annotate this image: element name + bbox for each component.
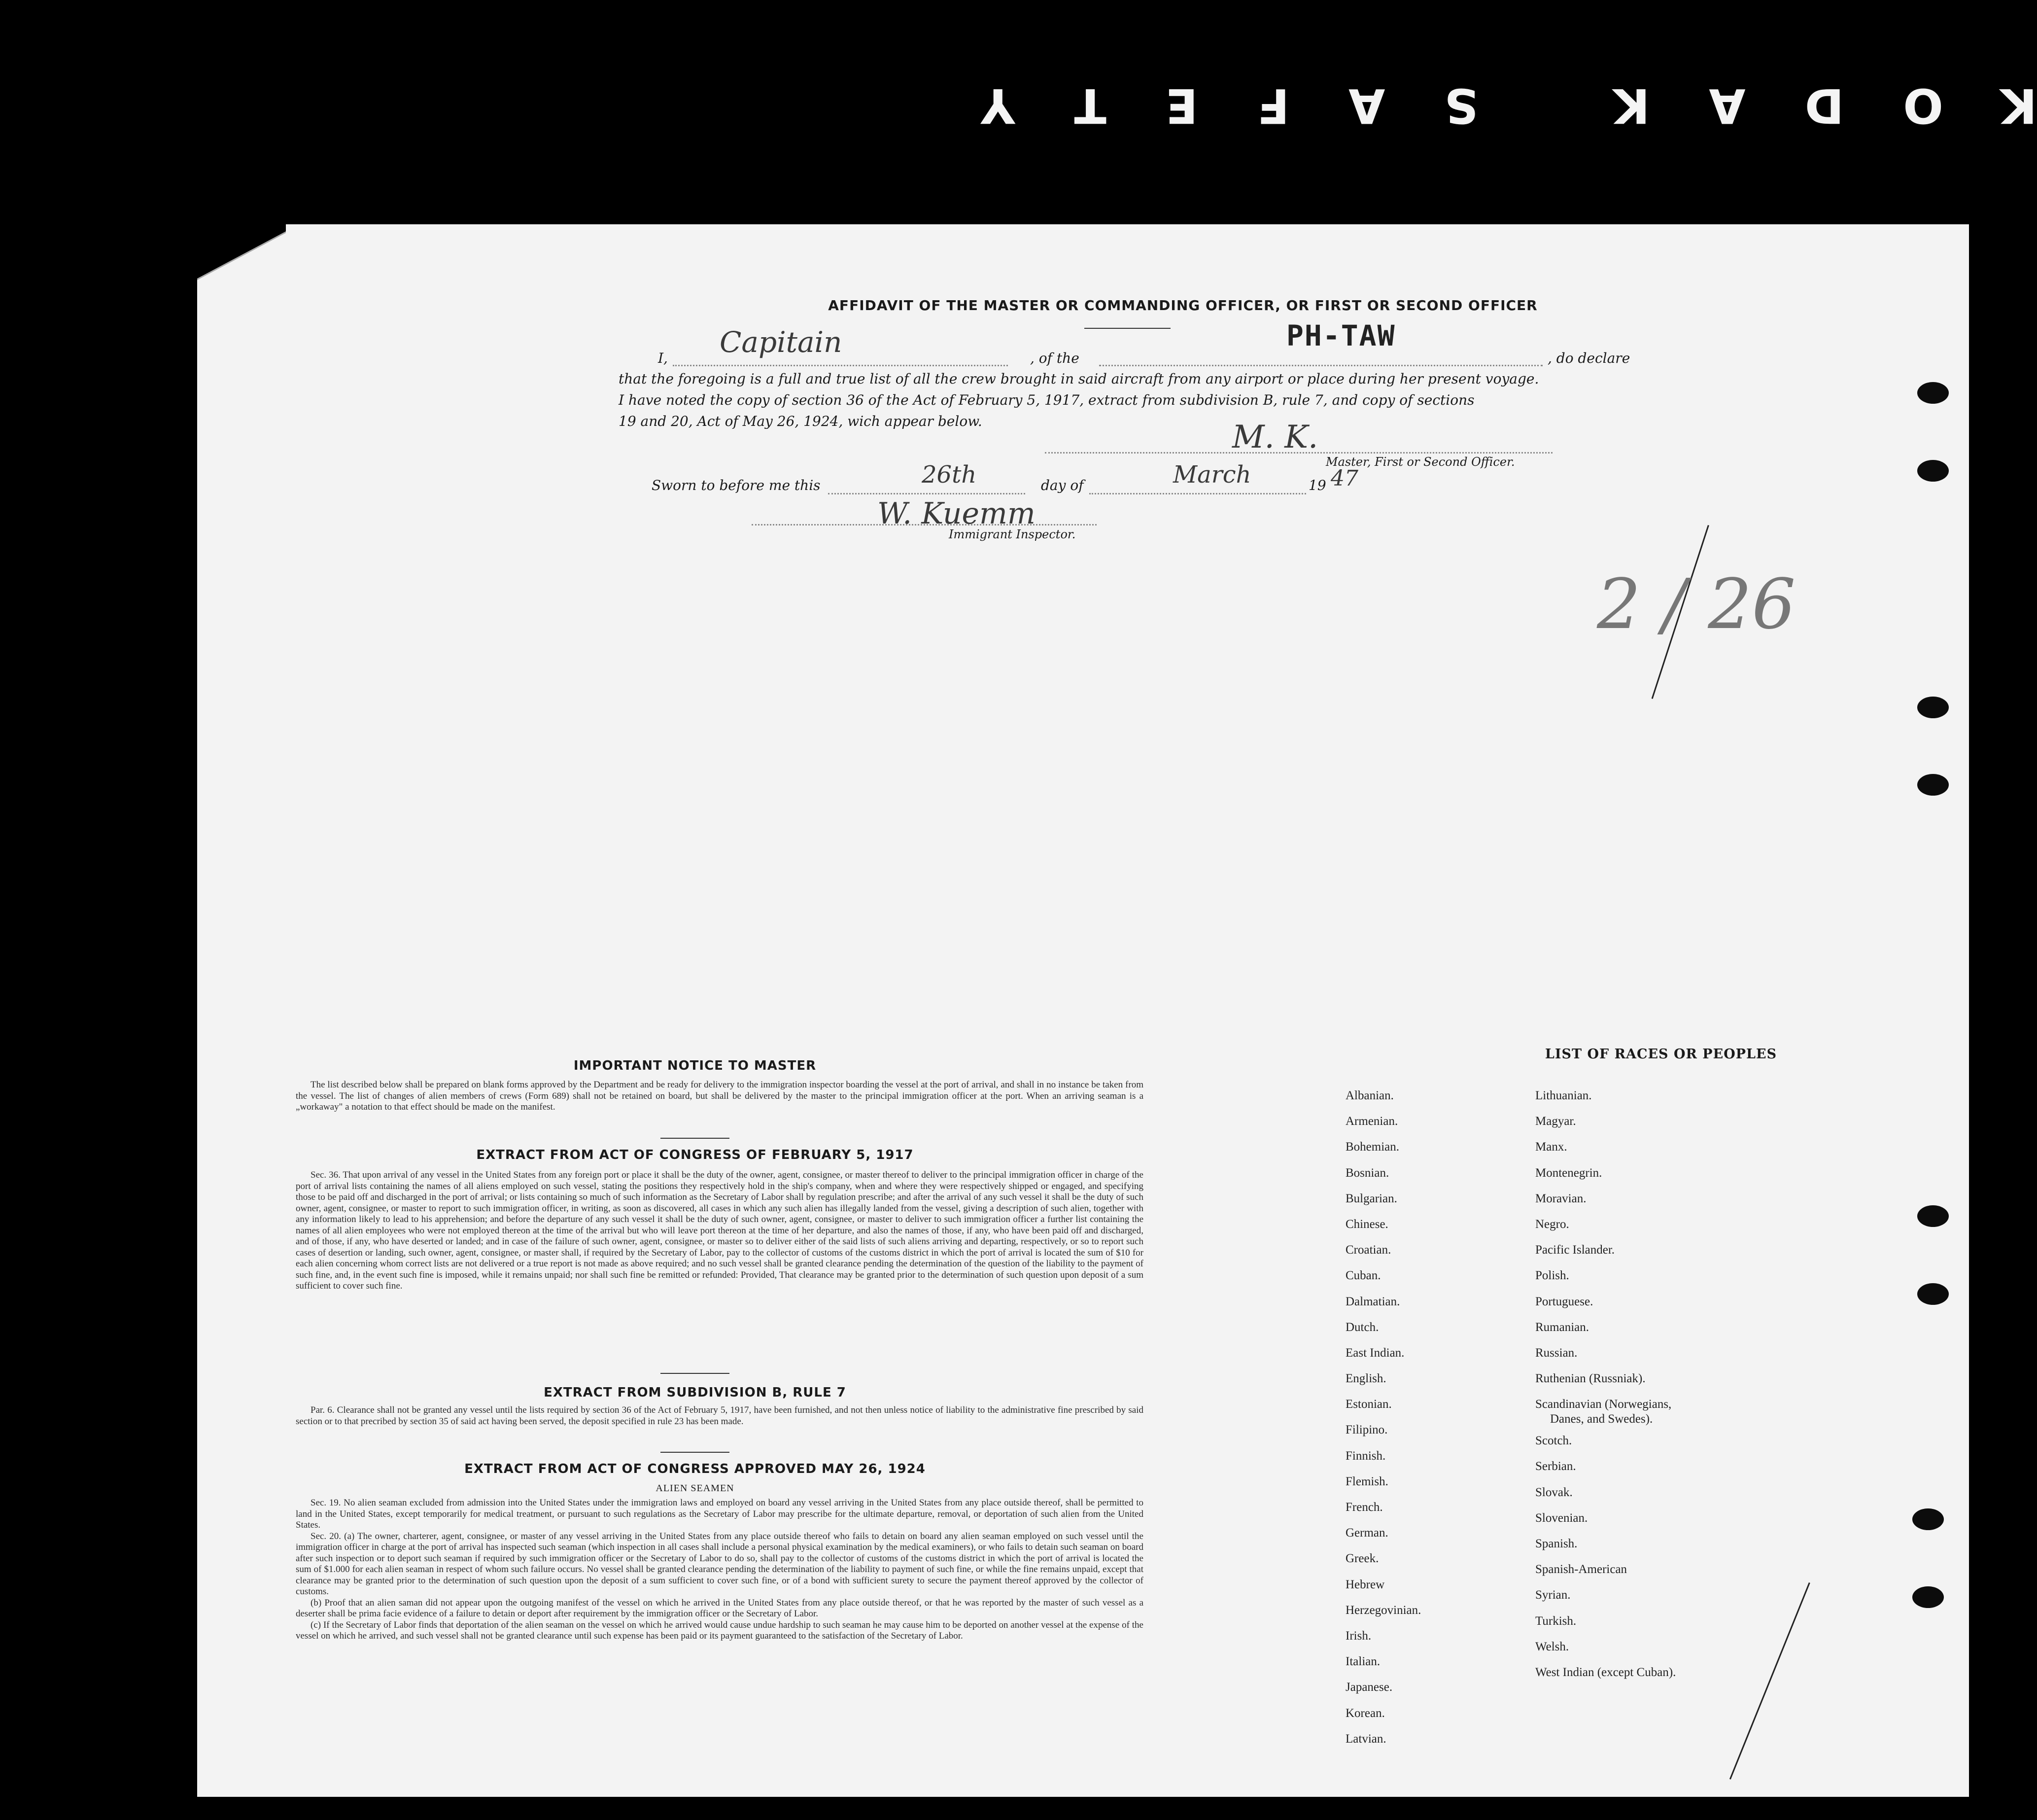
rule7-text [296, 1405, 1143, 1427]
race-item: Bohemian. [1346, 1140, 1400, 1154]
race-item: Moravian. [1535, 1191, 1587, 1205]
race-item: Irish. [1346, 1629, 1372, 1643]
punch-hole [1917, 1205, 1949, 1227]
punch-hole [1912, 1508, 1944, 1530]
race-item: East Indian. [1346, 1346, 1405, 1360]
race-item: Slovak. [1535, 1485, 1573, 1499]
race-item: Japanese. [1346, 1680, 1393, 1694]
race-item: Montenegrin. [1535, 1166, 1602, 1180]
race-item: Cuban. [1346, 1269, 1381, 1283]
races-title: LIST OF RACES OR PEOPLES [1545, 1047, 1777, 1062]
punch-hole [1917, 774, 1949, 796]
year-prefix: 19 [1309, 477, 1326, 493]
race-item: Polish. [1535, 1269, 1569, 1283]
aircraft-dotted-line [1099, 365, 1543, 366]
affidavit-line3: I have noted the copy of section 36 of the Act of February 5, 1917, extract from subdivision B, rule 7, and copy of sections [619, 392, 1475, 408]
affidavit-line1-mid: , of the [1030, 350, 1079, 366]
sec20c-paragraph: (c) If the Secretary of Labor finds that deportation of the alien seaman on the vessel on which he arrived would cause undue hardship to such seaman he may cause him to be deported on another vessel at the expense of the vessel on which he arrived, and such vessel shall not be granted clearance until such expense has been paid or its payment guaranteed to the satisfaction of the Secretary of Labor. [296, 1619, 1143, 1641]
sec20a-paragraph: Sec. 20. (a) The owner, charterer, agent, consignee, or master of any vessel arriving in the United States from any place outside thereof who fails to detain on board any alien seaman employed on such vessel until the immigration officer in charge at the port of arrival has inspected such seaman (which inspection in all cases shall include a personal physical examination by the medical examiners), or who fails to detain such seaman on board after such inspection or to deport such seaman if required by such immigration officer or the Secretary of Labor to do so, shall pay to the collector of customs of the customs district in which the port of arrival is located the sum of $1.000 for each alien seaman in respect of whom such failure occurs. No vessel shall be granted clearance pending the determination of the liability to payment of such fine, or while the fine remains unpaid, except that clearance may be granted prior to the determination of such question upon the deposit of a sum sufficient to cover such fine, or of a bond with sufficient surety to secure the payment thereof approved by the collector of customs. [296, 1531, 1143, 1597]
punch-hole [1917, 382, 1949, 404]
section-rule [660, 1452, 729, 1453]
race-item: Chinese. [1346, 1217, 1388, 1231]
inspector-dotted-line [752, 524, 1097, 525]
extract-1924-text [296, 1498, 1143, 1642]
race-item: Dutch. [1346, 1320, 1379, 1334]
race-item: Bosnian. [1346, 1166, 1389, 1180]
stamped-aircraft-registration: PH-TAW [1286, 319, 1396, 352]
race-item: Flemish. [1346, 1474, 1388, 1488]
race-item: Bulgarian. [1346, 1191, 1397, 1205]
sec36-paragraph: Sec. 36. That upon arrival of any vessel in the United States from any foreign port or place it shall be the duty of the owner, agent, consignee, or master thereof to deliver to the principal immigration officer in charge of the port of arrival lists containing the names of all aliens employed on such vessel, stating the positions they respectively hold in the ship's company, when and where they were respectively shipped or engaged, and specifying those to be paid off and discharged in the port of arrival; or lists containing so much of such information as the Secretary of Labor shall by regulation prescribe; and after the arrival of any such vessel it shall be the duty of such owner, agent, consignee, or master to report to such immigration officer, in writing, as soon as discovered, all cases in which any such alien has illegally landed from the vessel, giving a description of such alien, together with any information likely to lead to his apprehension; and before the departure of any such vessel it shall be the duty of such owner, agent, consignee, or master to deliver to such immigration officer a further list containing the names of all alien employees who were not employed thereon at the time of the arrival but who will leave port thereon at the time of her departure, and also the names of those, if any, who have been paid off and discharged, and of those, if any, who have deserted or landed; and in case of the failure of such owner, agent, consignee, or master so to deliver either of the said lists of such aliens arriving and departing, respectively, or so to report such cases of desertion or landing, such owner, agent, consignee, or master shall, if required by the Secretary of Labor, pay to the collector of customs of the customs district in which the port of arrival is located the sum of $10 for each alien concerning whom correct lists are not delivered or a true report is not made as above required; and no such vessel shall be granted clearance pending the determination of the question of the liability to the payment of such fine, and, in the event such fine is imposed, while it remains unpaid; nor shall such fine be remitted or refunded: Provided, That clearance may be granted prior to the determination of such question upon deposit of a sum sufficient to cover such fine. [296, 1170, 1143, 1291]
race-item: Magyar. [1535, 1115, 1576, 1128]
punch-hole [1912, 1586, 1944, 1608]
rule7-title: EXTRACT FROM SUBDIVISION B, RULE 7 [544, 1385, 846, 1400]
inspector-caption: Immigrant Inspector. [949, 527, 1076, 541]
sec19-paragraph: Sec. 19. No alien seaman excluded from admission into the United States under the immigration laws and employed on board any vessel arriving in the United States from any place outside thereof, shall be permitted to land in the United States, except temporarily for medical treatment, or pursuant to such regulations as the Secretary of Labor may prescribe for the ultimate departure, removal, or deportation of such alien from the United States. [296, 1498, 1143, 1530]
race-item: German. [1346, 1526, 1388, 1540]
film-edge-marking: KODAK SAFETY [921, 78, 2037, 133]
punch-hole [1917, 1283, 1949, 1305]
race-item: Rumanian. [1535, 1320, 1589, 1334]
race-item: Finnish. [1346, 1449, 1386, 1463]
race-item: Negro. [1535, 1217, 1569, 1231]
race-item: Syrian. [1535, 1588, 1571, 1602]
race-item: French. [1346, 1501, 1383, 1514]
race-item: Scotch. [1535, 1434, 1572, 1448]
month-dotted-line [1089, 493, 1306, 494]
race-item: Lithuanian. [1535, 1089, 1592, 1102]
torn-corner [197, 177, 286, 280]
master-signature: M. K. [1232, 419, 1318, 455]
document-page [197, 224, 1969, 1797]
races-column-1 [1346, 1089, 1421, 1758]
race-item: Herzegovinian. [1346, 1603, 1421, 1617]
day-dotted-line [828, 493, 1025, 494]
race-item: English. [1346, 1372, 1386, 1386]
section-rule [660, 1138, 729, 1139]
notice-paragraph: The list described below shall be prepared on blank forms approved by the Department and be ready for delivery to the immigration inspector boarding the vessel at the port of arrival, and shall in no instance be taken from the vessel. The list of changes of alien members of crews (Form 689) shall not be retained on board, but shall be delivered by the master to the principal immigration officer at the port. When an arriving seaman is a „workaway" a notation to that effect should be made on the manifest. [296, 1080, 1143, 1112]
handwritten-year: 47 [1331, 466, 1358, 491]
race-item: Slovenian. [1535, 1511, 1588, 1525]
race-item: Latvian. [1346, 1732, 1386, 1746]
race-item: West Indian (except Cuban). [1535, 1665, 1676, 1679]
punch-hole [1917, 697, 1949, 718]
affidavit-line1-lead: I, [658, 350, 668, 366]
pen-scribble: 2 / 26 [1597, 564, 1796, 645]
race-item: Greek. [1346, 1552, 1379, 1566]
affidavit-line2: that the foregoing is a full and true list of all the crew brought in said aircraft from any airport or place during her present voyage. [619, 371, 1539, 387]
sworn-lead: Sworn to before me this [652, 477, 821, 493]
name-dotted-line [673, 365, 1008, 366]
race-item: Turkish. [1535, 1614, 1577, 1628]
races-column-2 [1535, 1089, 1676, 1691]
punch-hole [1917, 460, 1949, 482]
race-item: Ruthenian (Russniak). [1535, 1372, 1646, 1386]
notice-text [296, 1080, 1143, 1113]
pen-stroke [1729, 1582, 1810, 1780]
handwritten-name: Capitain [720, 325, 842, 359]
race-item: Russian. [1535, 1346, 1578, 1360]
section-rule [660, 1373, 729, 1374]
race-item: Serbian. [1535, 1460, 1576, 1473]
race-item: Manx. [1535, 1140, 1567, 1154]
race-item: Korean. [1346, 1706, 1385, 1720]
race-item: Spanish. [1535, 1537, 1578, 1550]
inspector-signature: W. Kuemm [877, 496, 1036, 531]
race-item: Portuguese. [1535, 1295, 1593, 1308]
race-item: Spanish-American [1535, 1563, 1627, 1576]
race-item: Danes, and Swedes). [1550, 1412, 1653, 1426]
day-of-label: day of [1041, 477, 1084, 493]
race-item: Dalmatian. [1346, 1295, 1400, 1308]
race-item: Estonian. [1346, 1398, 1392, 1411]
affidavit-line4: 19 and 20, Act of May 26, 1924, wich appear below. [619, 413, 982, 429]
sec20b-paragraph: (b) Proof that an alien saman did not appear upon the outgoing manifest of the vessel on which he arrived in the United States from any place outside thereof, or that he was reported by the master of such vessel as a deserter shall be prima facie evidence of a failure to detain or deport after requirement by the immigration officer or the Secretary of Labor. [296, 1597, 1143, 1619]
race-item: Armenian. [1346, 1115, 1398, 1128]
handwritten-month: March [1173, 461, 1251, 489]
race-item: Albanian. [1346, 1089, 1394, 1102]
affidavit-title: AFFIDAVIT OF THE MASTER OR COMMANDING OFFICER, OR FIRST OR SECOND OFFICER [828, 297, 1538, 314]
alien-seamen-subtitle: ALIEN SEAMEN [656, 1483, 734, 1494]
extract-1917-text [296, 1170, 1143, 1292]
race-item: Pacific Islander. [1535, 1243, 1615, 1257]
race-item: Scandinavian (Norwegians, [1535, 1398, 1672, 1411]
handwritten-day: 26th [922, 461, 977, 489]
extract-1917-title: EXTRACT FROM ACT OF CONGRESS OF FEBRUARY 5, 1917 [476, 1148, 914, 1162]
title-rule [1084, 328, 1171, 329]
race-item: Hebrew [1346, 1577, 1385, 1591]
signature-caption: Master, First or Second Officer. [1326, 455, 1515, 469]
par6-paragraph: Par. 6. Clearance shall not be granted any vessel until the lists required by section 36 of the Act of February 5, 1917, have been furnished, and not then unless notice of liability to the administrative fine prescribed by said section or to that precribed by section 35 of said act having been served, the deposit specified in rule 23 has been made. [296, 1405, 1143, 1427]
signature-dotted-line [1045, 452, 1553, 454]
race-item: Croatian. [1346, 1243, 1391, 1257]
extract-1924-title: EXTRACT FROM ACT OF CONGRESS APPROVED MAY 26, 1924 [464, 1462, 926, 1476]
affidavit-line1-end: , do declare [1548, 350, 1630, 366]
race-item: Filipino. [1346, 1423, 1388, 1437]
notice-title: IMPORTANT NOTICE TO MASTER [573, 1058, 817, 1073]
race-item: Italian. [1346, 1655, 1381, 1669]
race-item: Welsh. [1535, 1640, 1569, 1653]
